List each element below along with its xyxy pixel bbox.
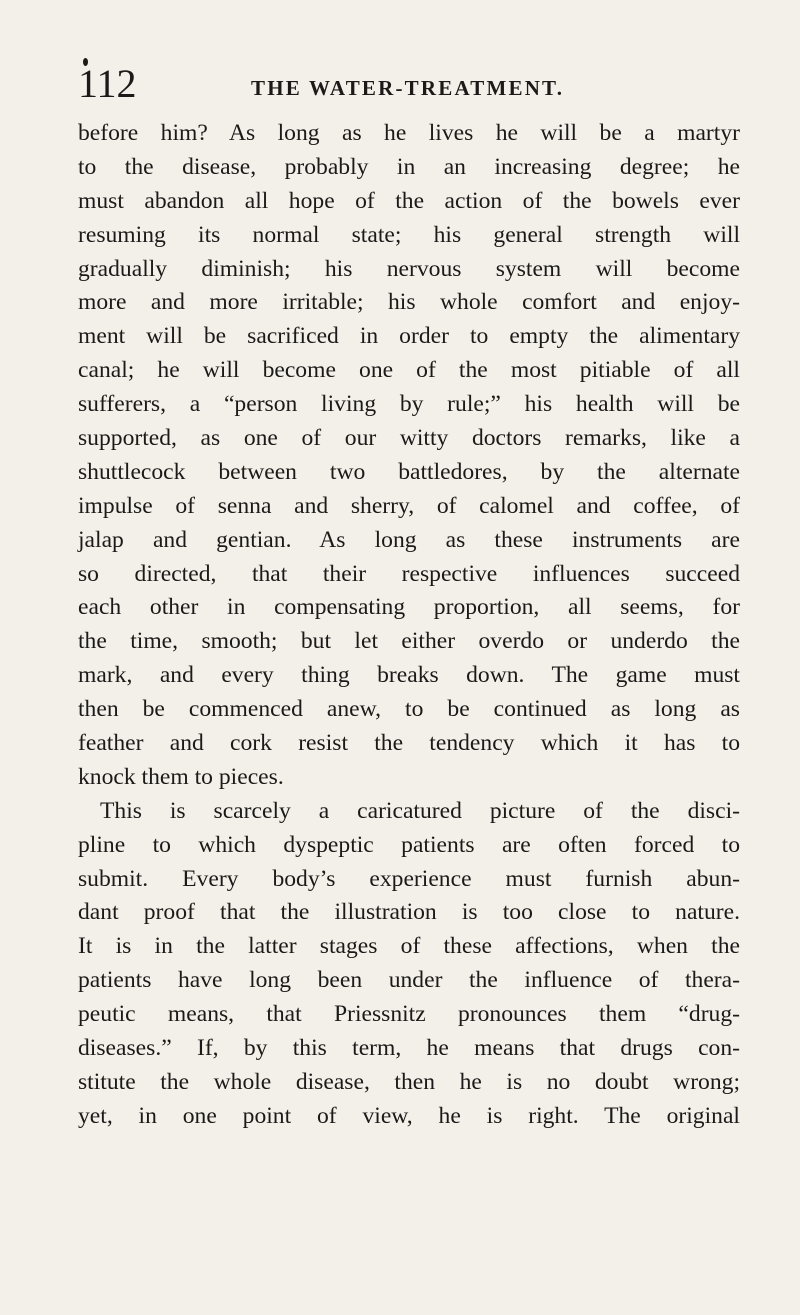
text-line: the time, smooth; but let either overdo or underdo the: [78, 628, 740, 655]
text-line: supported, as one of our witty doctors remarks, like a: [78, 425, 740, 452]
text-line: feather and cork resist the tendency which it has to: [78, 730, 740, 757]
running-head: [78, 62, 738, 106]
paragraph-end-line: knock them to pieces.: [78, 763, 284, 790]
text-line: must abandon all hope of the action of the bowels ever: [78, 187, 740, 214]
text-line: to the disease, probably in an increasing degree; he: [78, 153, 740, 180]
text-line: so directed, that their respective influences succeed: [78, 560, 740, 587]
text-line: patients have long been under the influence of thera-: [78, 967, 740, 994]
text-line: dant proof that the illustration is too close to nature.: [78, 899, 740, 926]
text-line: submit. Every body’s experience must furnish abun-: [78, 865, 740, 892]
text-line: diseases.” If, by this term, he means that drugs con-: [78, 1035, 740, 1062]
text-line: resuming its normal state; his general strength will: [78, 221, 740, 248]
text-line: pline to which dyspeptic patients are often forced to: [78, 831, 740, 858]
running-head-title: THE WATER-TREATMENT.: [251, 76, 565, 100]
text-line: It is in the latter stages of these affections, when the: [78, 933, 740, 960]
text-line: canal; he will become one of the most pitiable of all: [78, 357, 740, 384]
text-line: impulse of senna and sherry, of calomel and coffee, of: [78, 492, 740, 519]
text-line: ment will be sacrificed in order to empty the alimentary: [78, 323, 740, 350]
text-line: gradually diminish; his nervous system will become: [78, 255, 740, 282]
text-line: peutic means, that Priessnitz pronounces them “drug-: [78, 1001, 740, 1028]
body-text: [78, 117, 740, 1134]
text-line: sufferers, a “person living by rule;” his health will be: [78, 391, 740, 418]
text-line: then be commenced anew, to be continued as long as: [78, 696, 740, 723]
text-line: shuttlecock between two battledores, by the alternate: [78, 458, 740, 485]
text-line: more and more irritable; his whole comfort and enjoy-: [78, 289, 740, 316]
page-number: 112: [78, 61, 137, 106]
text-line: yet, in one point of view, he is right. The original: [78, 1102, 740, 1129]
text-line: before him? As long as he lives he will be a martyr: [78, 120, 740, 146]
paragraph-start-line: This is scarcely a caricatured picture of the disci-: [100, 797, 740, 824]
text-line: jalap and gentian. As long as these instruments are: [78, 526, 740, 553]
text-line: stitute the whole disease, then he is no doubt wrong;: [78, 1068, 740, 1095]
text-line: mark, and every thing breaks down. The game must: [78, 662, 740, 689]
text-line: each other in compensating proportion, all seems, for: [78, 594, 740, 621]
